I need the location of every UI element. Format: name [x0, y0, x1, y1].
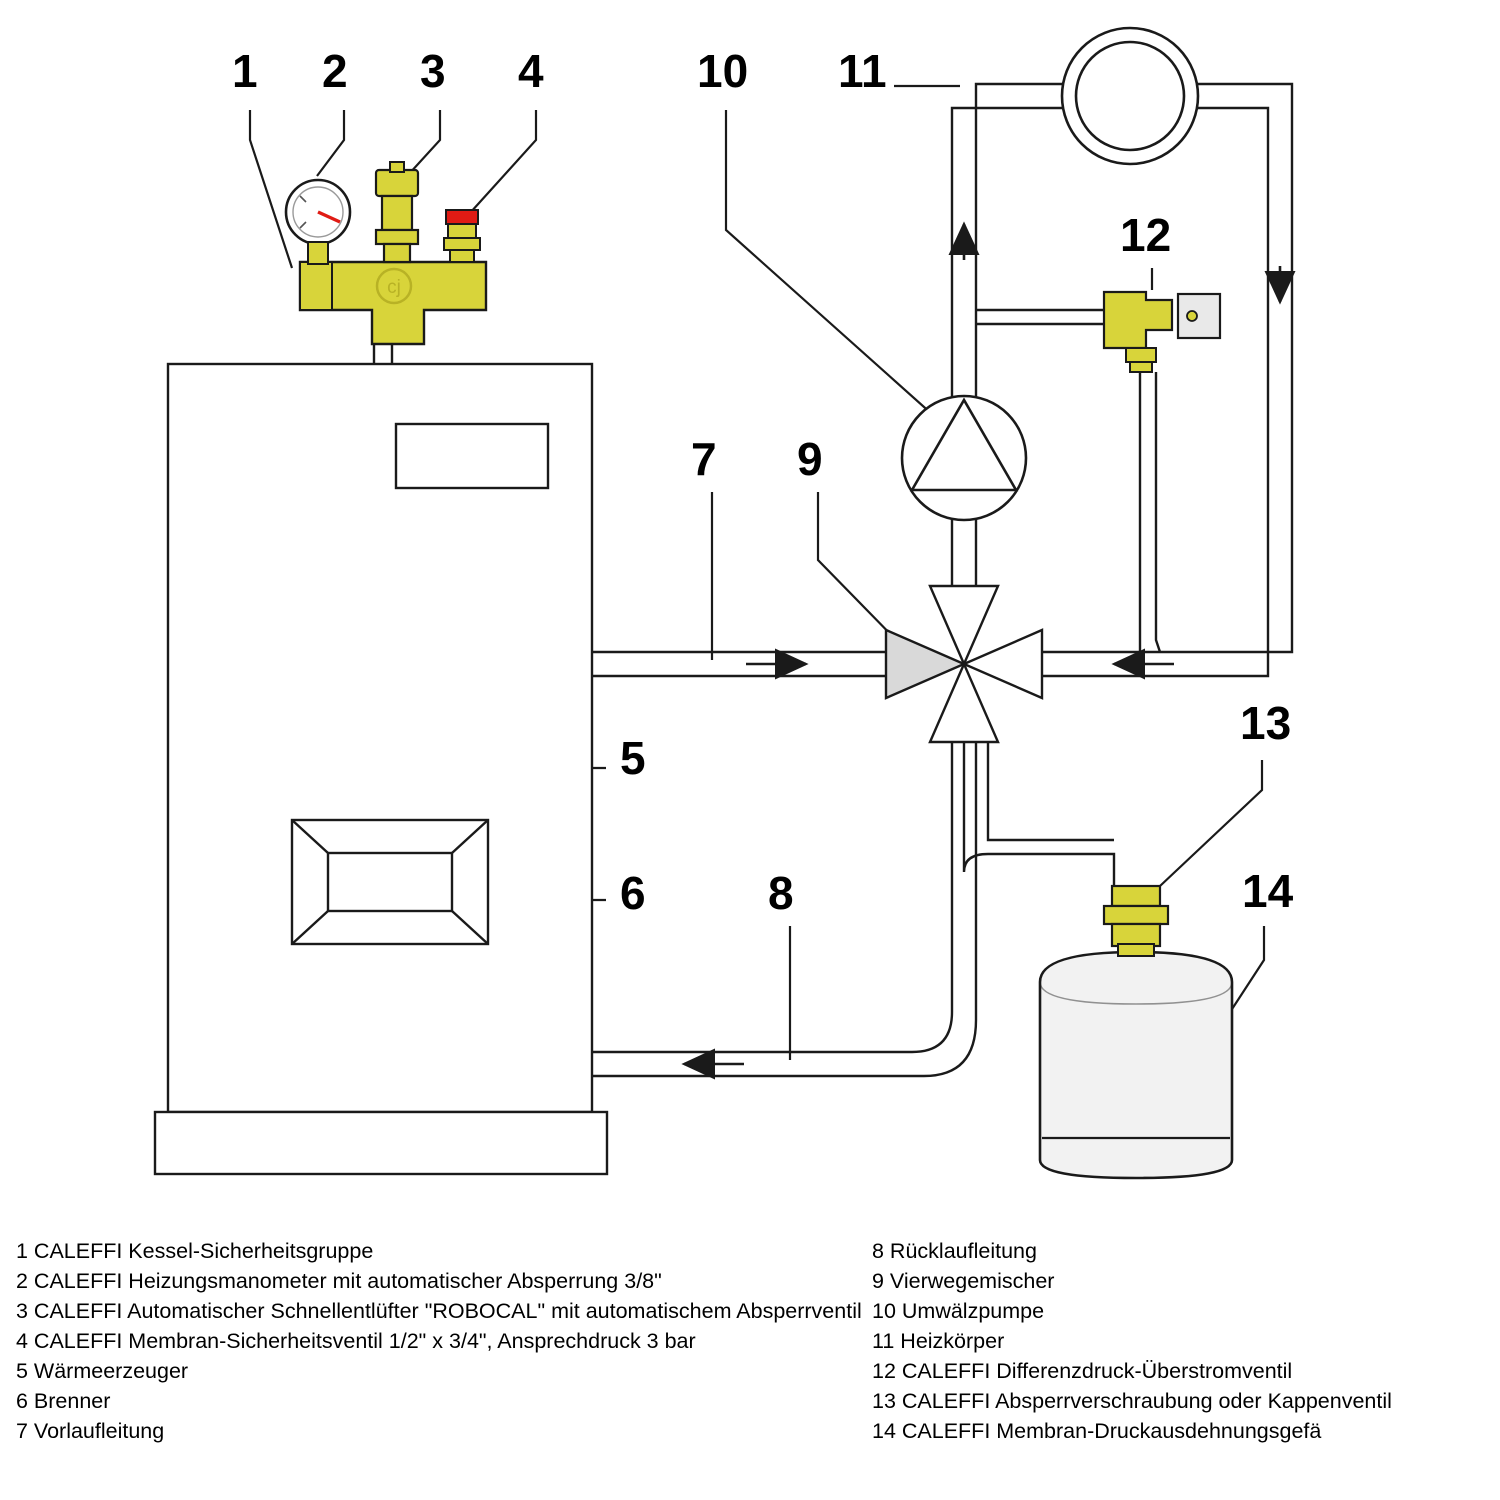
legend-column-left [16, 1236, 866, 1446]
callout-12: 12 [1120, 209, 1172, 261]
shutoff-fitting [1104, 886, 1168, 946]
legend-item-12: 12 CALEFFI Differenzdruck-Überstromventil [872, 1359, 1293, 1383]
callout-13: 13 [1240, 697, 1292, 749]
legend-item-14: 14 CALEFFI Membran-Druckausdehnungsgefä [872, 1419, 1322, 1443]
flow-arrows [684, 224, 1280, 1064]
legend [0, 1232, 1500, 1500]
boiler-riser-pipe [374, 344, 392, 364]
legend-item-13: 13 CALEFFI Absperrverschraubung oder Kappenventil [872, 1389, 1392, 1413]
circulation-pump [902, 396, 1026, 520]
legend-item-11: 11 Heizkörper [872, 1329, 1005, 1353]
pressure-gauge [286, 180, 350, 264]
legend-item-8: 8 Rücklaufleitung [872, 1239, 1037, 1263]
callout-4: 4 [518, 45, 544, 97]
flow-pipes [592, 84, 1292, 1076]
legend-item-1: 1 CALEFFI Kessel-Sicherheitsgruppe [16, 1239, 374, 1263]
automatic-air-vent [376, 162, 418, 262]
legend-column-right [872, 1236, 1492, 1446]
callout-9: 9 [797, 433, 823, 485]
boiler-control-panel [396, 424, 548, 488]
legend-item-5: 5 Wärmeerzeuger [16, 1359, 189, 1383]
legend-item-10: 10 Umwälzpumpe [872, 1299, 1045, 1323]
callout-8: 8 [768, 867, 794, 919]
legend-item-4: 4 CALEFFI Membran-Sicherheitsventil 1/2" x 3/4", Ansprechdruck 3 bar [16, 1329, 696, 1353]
expansion-vessel [1040, 944, 1232, 1178]
callout-2: 2 [322, 45, 348, 97]
legend-item-2: 2 CALEFFI Heizungsmanometer mit automatischer Absperrung 3/8" [16, 1269, 662, 1293]
callout-3: 3 [420, 45, 446, 97]
legend-item-3: 3 CALEFFI Automatischer Schnellentlüfter "ROBOCAL" mit automatischem Absperrventil [16, 1299, 862, 1323]
radiator [1062, 28, 1198, 164]
callout-5: 5 [620, 732, 646, 784]
caleffi-safety-group [286, 162, 486, 344]
legend-item-6: 6 Brenner [16, 1389, 111, 1413]
callout-6: 6 [620, 867, 646, 919]
svg-text:cj: cj [387, 277, 401, 298]
four-way-mixer [886, 586, 1042, 742]
boiler-body [155, 364, 607, 1174]
burner [292, 820, 488, 944]
callout-7: 7 [691, 433, 717, 485]
legend-item-9: 9 Vierwegemischer [872, 1269, 1055, 1293]
callout-10: 10 [697, 45, 749, 97]
callout-14: 14 [1242, 865, 1294, 917]
legend-item-7: 7 Vorlaufleitung [16, 1419, 165, 1443]
callout-1: 1 [232, 45, 258, 97]
safety-relief-valve [444, 210, 480, 262]
callout-11: 11 [838, 45, 887, 97]
